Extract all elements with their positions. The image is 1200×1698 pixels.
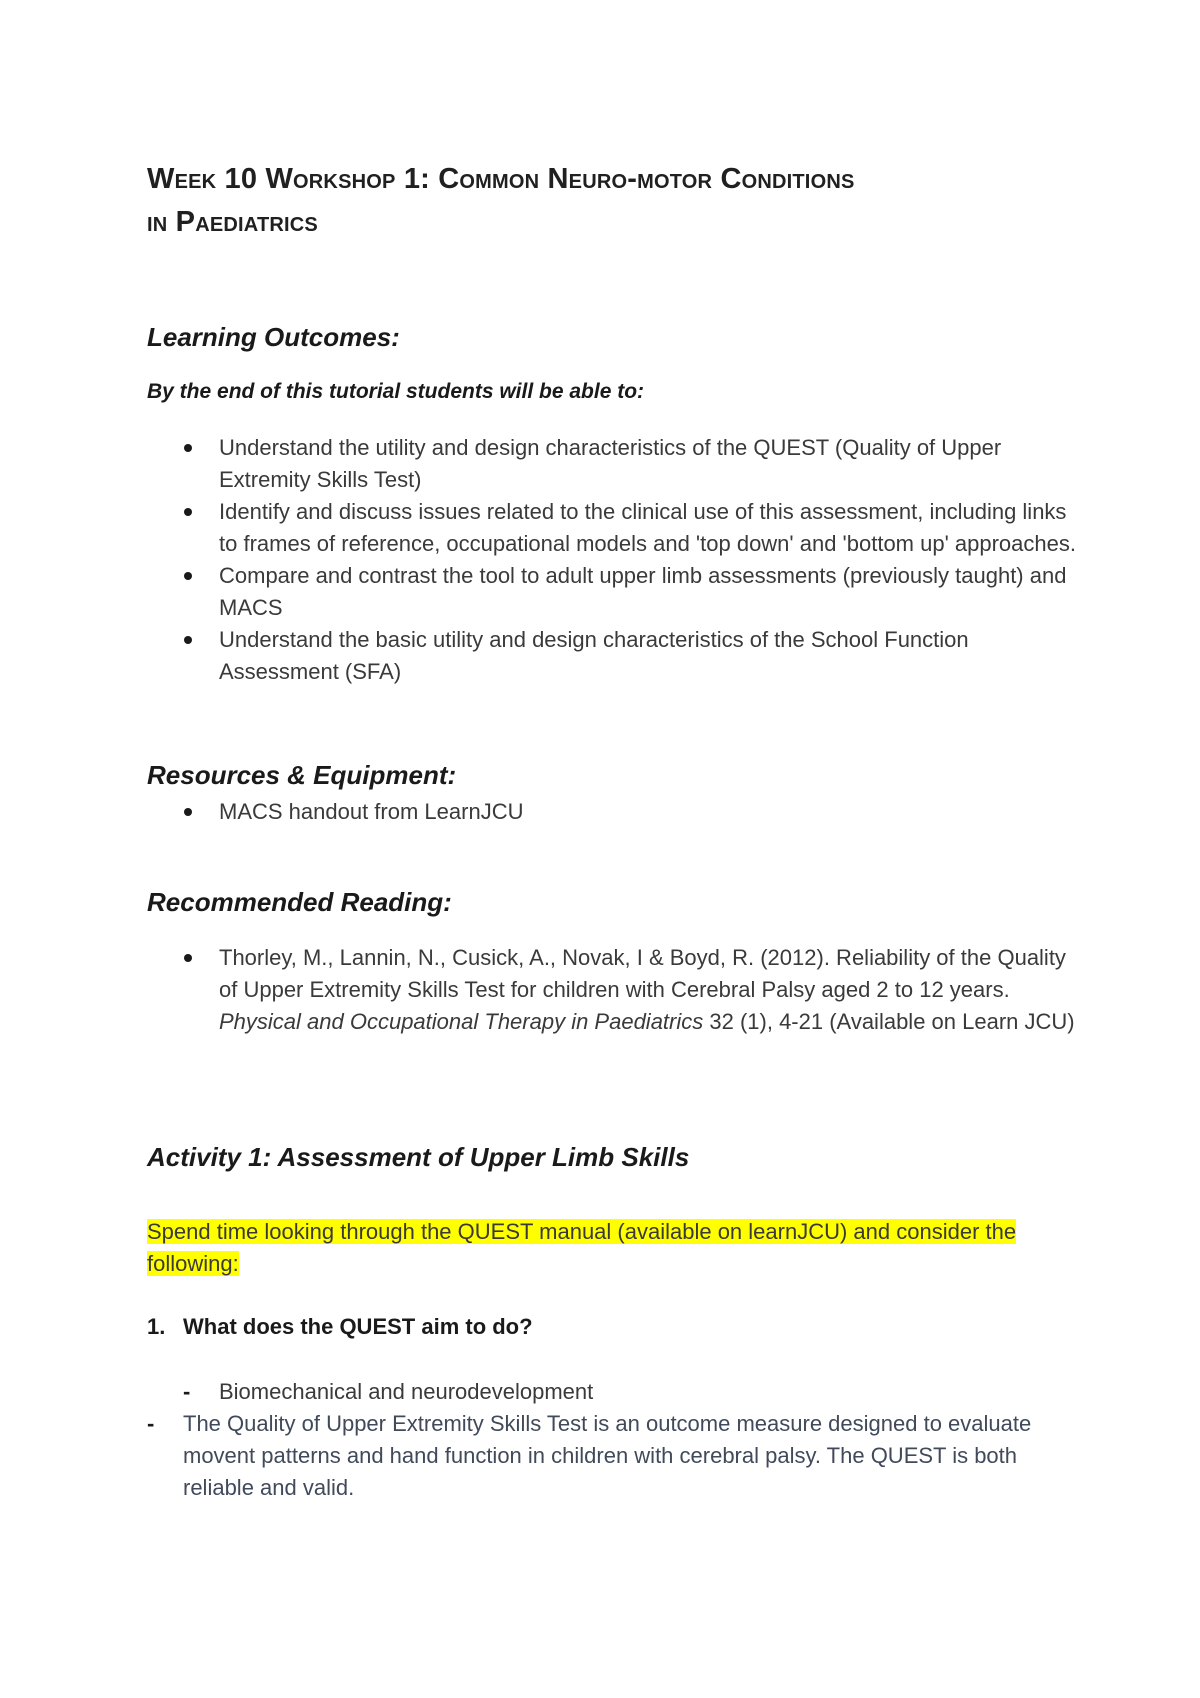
- list-item-text: Identify and discuss issues related to the clinical use of this assessment, including links to frames of reference, occupational models and 'top down' and 'bottom up' approaches.: [219, 499, 1076, 556]
- highlighted-instruction: Spend time looking through the QUEST manual (available on learnJCU) and consider the following:: [147, 1219, 1017, 1276]
- list-item-text: MACS handout from LearnJCU: [219, 799, 524, 824]
- answer-item-1: [183, 1376, 593, 1408]
- activity-1-heading: Activity 1: Assessment of Upper Limb Skills: [147, 1142, 690, 1172]
- answer-item-2: [147, 1408, 1063, 1504]
- learning-outcomes-intro: By the end of this tutorial students will be able to:: [147, 380, 645, 403]
- citation-tail: 32 (1), 4-21 (Available on Learn JCU): [703, 1009, 1075, 1034]
- list-item-text: Understand the utility and design characteristics of the QUEST (Quality of Upper Extremity Skills Test): [219, 435, 1002, 492]
- list-item-text: Compare and contrast the tool to adult upper limb assessments (previously taught) and MACS: [219, 563, 1067, 620]
- bullet-icon: [184, 572, 192, 580]
- document-title: [147, 158, 1077, 244]
- question-1: [147, 1314, 533, 1340]
- bullet-icon: [184, 954, 192, 962]
- citation-item: [147, 942, 1077, 1038]
- list-item: [147, 796, 1077, 828]
- learning-outcomes-list: [147, 432, 1077, 688]
- list-item-text: Understand the basic utility and design characteristics of the School Function Assessment (SFA): [219, 627, 969, 684]
- answer-text: The Quality of Upper Extremity Skills Test is an outcome measure designed to evaluate movent patterns and hand function in children with cerebral palsy. The QUEST is both reliable and valid.: [183, 1411, 1032, 1500]
- bullet-icon: [184, 808, 192, 816]
- list-item: [147, 496, 1077, 560]
- bullet-icon: [184, 508, 192, 516]
- dash-marker: -: [147, 1411, 155, 1436]
- list-item: [147, 432, 1077, 496]
- question-number: 1.: [147, 1314, 166, 1339]
- list-item: [147, 624, 1077, 688]
- question-text: What does the QUEST aim to do?: [183, 1314, 533, 1339]
- citation-authors: Thorley, M., Lannin, N., Cusick, A., Novak, I & Boyd, R. (2012). Reliability of the Quality of Upper Extremity Skills Test for children with Cerebral Palsy aged 2 to 12 years.: [219, 945, 1066, 1002]
- title-line-1: Week 10 Workshop 1: Common Neuro-motor Conditions: [147, 163, 855, 195]
- title-line-2: in Paediatrics: [147, 206, 318, 238]
- list-item: [147, 560, 1077, 624]
- recommended-reading-heading: Recommended Reading:: [147, 887, 452, 917]
- resources-list: [147, 796, 1077, 828]
- bullet-icon: [184, 636, 192, 644]
- citation-journal: Physical and Occupational Therapy in Paediatrics: [219, 1009, 704, 1034]
- activity-1-instruction: [147, 1216, 1047, 1280]
- reading-list: [147, 942, 1077, 1038]
- learning-outcomes-heading: Learning Outcomes:: [147, 322, 400, 352]
- bullet-icon: [184, 444, 192, 452]
- dash-marker: -: [183, 1379, 191, 1404]
- answer-text: Biomechanical and neurodevelopment: [219, 1379, 594, 1404]
- resources-heading: Resources & Equipment:: [147, 760, 457, 790]
